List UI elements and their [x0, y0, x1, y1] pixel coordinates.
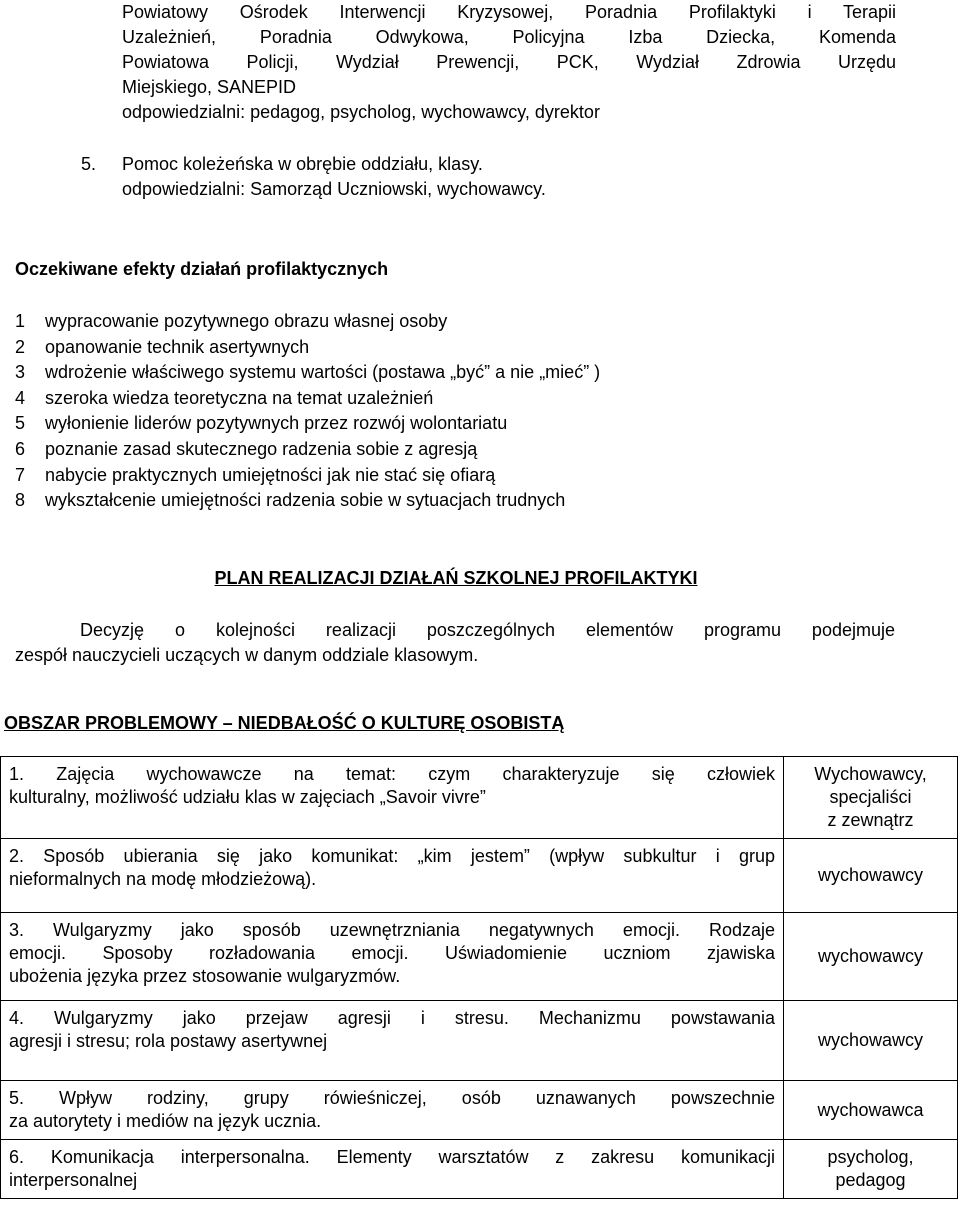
effect-item	[15, 413, 507, 434]
intro-line-3: Powiatowa Policji, Wydział Prewencji, PCK, Wydział Zdrowia Urzędu	[122, 52, 896, 72]
table-row	[1, 1081, 958, 1140]
effect-item-number: 4	[15, 387, 26, 408]
table-row	[1, 1140, 958, 1199]
effect-item	[15, 337, 309, 358]
activity-line: 5. Wpływ rodziny, grupy rówieśniczej, osób uznawanych powszechnie	[9, 1088, 775, 1108]
activity-line: 1. Zajęcia wychowawcze na temat: czym charakteryzuje się człowiek	[9, 764, 775, 784]
activity-responsible	[784, 913, 958, 1001]
activity-responsible	[784, 1081, 958, 1140]
intro-line-2: Uzależnień, Poradnia Odwykowa, Policyjna Izba Dziecka, Komenda	[122, 27, 896, 47]
intro-line-4: Miejskiego, SANEPID	[122, 77, 297, 97]
activity-description	[1, 839, 784, 913]
activity-responsible	[784, 1140, 958, 1199]
effect-item-number: 3	[15, 362, 26, 383]
item-5-responsible: odpowiedzialni: Samorząd Uczniowski, wychowawcy.	[122, 179, 546, 199]
activity-line: emocji. Sposoby rozładowania emocji. Uświadomienie uczniom zjawiska	[9, 943, 775, 963]
activity-description	[1, 913, 784, 1001]
effect-item-text: poznanie zasad skutecznego radzenia sobie z agresją	[45, 439, 478, 459]
activity-line: interpersonalnej	[9, 1170, 138, 1190]
table-row	[1, 1001, 958, 1081]
responsible-line: psycholog,	[827, 1147, 914, 1167]
activity-description	[1, 1081, 784, 1140]
effects-heading: Oczekiwane efekty działań profilaktycznych	[15, 259, 389, 279]
effect-item	[15, 362, 600, 383]
responsible-line: wychowawcy	[817, 946, 924, 966]
intro-line-1: Powiatowy Ośrodek Interwencji Kryzysowej, Poradnia Profilaktyki i Terapii	[122, 2, 896, 22]
effect-item-text: wyłonienie liderów pozytywnych przez rozwój wolontariatu	[45, 413, 508, 434]
responsible-line: wychowawca	[817, 1099, 924, 1120]
effect-item	[15, 388, 433, 409]
responsible-line: z zewnątrz	[827, 810, 914, 830]
activity-responsible	[784, 1001, 958, 1081]
responsible-line: wychowawcy	[817, 1030, 924, 1050]
effect-item-text: opanowanie technik asertywnych	[45, 336, 310, 357]
activity-line: nieformalnych na modę młodzieżową).	[9, 869, 317, 889]
responsible-line: wychowawcy	[817, 865, 924, 885]
activity-responsible	[784, 757, 958, 839]
activity-line: 4. Wulgaryzmy jako przejaw agresji i stresu. Mechanizmu powstawania	[9, 1008, 775, 1028]
activity-line: ubożenia języka przez stosowanie wulgaryzmów.	[9, 966, 401, 986]
effect-item	[15, 465, 495, 486]
effect-item	[15, 490, 565, 511]
table-row	[1, 757, 958, 839]
activity-responsible	[784, 839, 958, 913]
responsible-line: specjaliści	[829, 787, 912, 807]
activity-line: 6. Komunikacja interpersonalna. Elementy warsztatów z zakresu komunikacji	[9, 1147, 775, 1167]
responsible-line: Wychowawcy,	[814, 764, 927, 784]
plan-paragraph-line-1: Decyzję o kolejności realizacji poszczególnych elementów programu podejmuje	[80, 620, 895, 640]
problem-area-heading: OBSZAR PROBLEMOWY – NIEDBAŁOŚĆ O KULTURĘ OSOBISTĄ	[4, 713, 565, 733]
effect-item-number: 1	[15, 311, 26, 331]
item-5-text: Pomoc koleżeńska w obrębie oddziału, klasy.	[122, 154, 483, 174]
responsible-line: pedagog	[835, 1170, 906, 1190]
effect-item-text: wdrożenie właściwego systemu wartości (postawa „być” a nie „mieć” )	[45, 362, 601, 383]
activity-line: agresji i stresu; rola postawy asertywnej	[9, 1031, 328, 1051]
activities-table	[0, 756, 958, 1199]
activity-line: za autorytety i mediów na język ucznia.	[9, 1111, 322, 1131]
plan-heading: PLAN REALIZACJI DZIAŁAŃ SZKOLNEJ PROFILAKTYKI	[214, 568, 698, 588]
activity-description	[1, 757, 784, 839]
effect-item-text: wykształcenie umiejętności radzenia sobie w sytuacjach trudnych	[45, 490, 566, 511]
effect-item-number: 6	[15, 439, 26, 459]
effect-item-text: wypracowanie pozytywnego obrazu własnej osoby	[45, 311, 448, 331]
activity-description	[1, 1140, 784, 1199]
activity-line: kulturalny, możliwość udziału klas w zajęciach „Savoir vivre”	[9, 787, 486, 807]
plan-paragraph-line-2: zespół nauczycieli uczących w danym oddziale klasowym.	[15, 645, 479, 665]
effect-item-number: 7	[15, 464, 26, 485]
effect-item-text: szeroka wiedza teoretyczna na temat uzależnień	[45, 387, 434, 408]
intro-responsible: odpowiedzialni: pedagog, psycholog, wychowawcy, dyrektor	[122, 102, 600, 122]
activity-line: 3. Wulgaryzmy jako sposób uzewnętrzniania negatywnych emocji. Rodzaje	[9, 920, 775, 940]
table-row	[1, 913, 958, 1001]
effect-item	[15, 439, 477, 460]
table-row	[1, 839, 958, 913]
activity-description	[1, 1001, 784, 1081]
effect-item-number: 8	[15, 490, 26, 511]
effect-item	[15, 311, 447, 332]
effect-item-number: 5	[15, 413, 26, 434]
effect-item-text: nabycie praktycznych umiejętności jak nie stać się ofiarą	[45, 464, 496, 485]
item-5-number: 5.	[81, 154, 97, 174]
effect-item-number: 2	[15, 336, 26, 357]
activity-line: 2. Sposób ubierania się jako komunikat: „kim jestem” (wpływ subkultur i grup	[9, 846, 775, 866]
